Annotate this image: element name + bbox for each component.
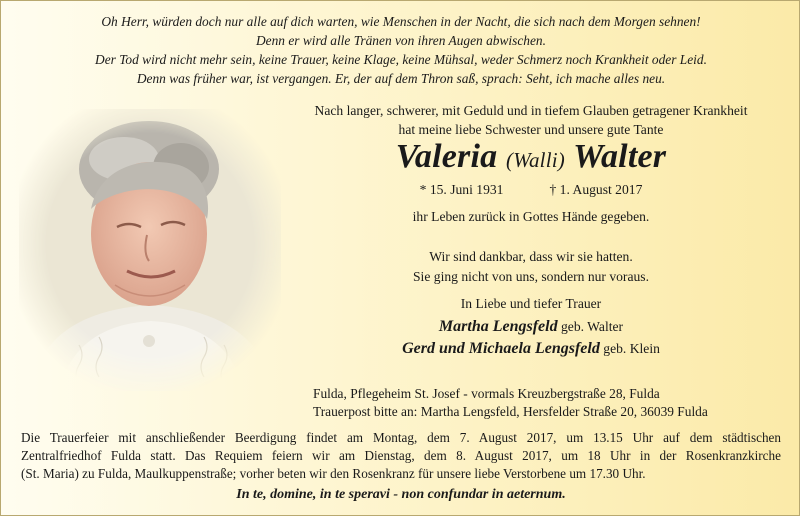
intro-line: Nach langer, schwerer, mit Geduld und in tiefem Glauben getragener Krankheit [314, 103, 748, 118]
mourner-entry [281, 339, 781, 359]
verse-line: Der Tod wird nicht mehr sein, keine Trauer, keine Klage, keine Mühsal, weder Schmerz noch Krankheit oder Leid. [95, 52, 707, 67]
thanks-text [281, 247, 781, 287]
deceased-name [281, 137, 781, 180]
mourner-note: geb. Walter [561, 319, 624, 334]
intro-line: hat meine liebe Schwester und unsere gute Tante [398, 122, 664, 137]
birth-date: * 15. Juni 1931 [419, 182, 504, 197]
last-name: Walter [573, 138, 667, 175]
death-date: † 1. August 2017 [549, 182, 643, 197]
funeral-line: Zentralfriedhof Fulda statt. Das Requiem feiern wir am Dienstag, dem 8. August 2017, um 18 Uhr in der Rosenkranzkirche [21, 448, 781, 463]
first-name: Valeria [395, 138, 498, 175]
funeral-details [21, 429, 781, 483]
mourner-note: geb. Klein [603, 341, 660, 356]
intro-text [281, 101, 781, 139]
portrait-photo [19, 109, 281, 391]
thanks-line: Sie ging nicht von uns, sondern nur voraus. [413, 269, 649, 284]
verse-line: Denn er wird alle Tränen von ihren Augen abwischen. [256, 33, 546, 48]
address-line: Trauerpost bitte an: Martha Lengsfeld, Hersfelder Straße 20, 36039 Fulda [313, 404, 708, 419]
life-dates [281, 181, 781, 199]
returned-text: ihr Leben zurück in Gottes Hände gegeben. [412, 209, 650, 224]
closing-prayer: In te, domine, in te speravi - non confundar in aeternum. [236, 487, 566, 502]
bible-verse [1, 12, 800, 88]
sorrow-line: In Liebe und tiefer Trauer [460, 296, 602, 311]
verse-line: Denn was früher war, ist vergangen. Er, der auf dem Thron saß, sprach: Seht, ich mache alles neu. [136, 71, 666, 86]
address-block [313, 385, 708, 421]
mourner-name: Martha Lengsfeld [438, 318, 558, 335]
mourner-entry [281, 317, 781, 337]
mourner-name: Gerd und Michaela Lengsfeld [402, 340, 600, 357]
thanks-line: Wir sind dankbar, dass wir sie hatten. [429, 249, 633, 264]
funeral-line: (St. Maria) zu Fulda, Maulkuppenstraße; vorher beten wir den Rosenkranz für unsere liebe Verstorbene um 17.30 Uhr. [21, 466, 646, 481]
funeral-line: Die Trauerfeier mit anschließender Beerdigung findet am Montag, dem 7. August 2017, um 13.15 Uhr auf dem städtischen [21, 430, 781, 445]
verse-line: Oh Herr, würden doch nur alle auf dich warten, wie Menschen in der Nacht, die sich nach dem Morgen sehnen! [101, 14, 701, 29]
address-line: Fulda, Pflegeheim St. Josef - vormals Kreuzbergstraße 28, Fulda [313, 386, 660, 401]
nickname: (Walli) [506, 148, 565, 172]
